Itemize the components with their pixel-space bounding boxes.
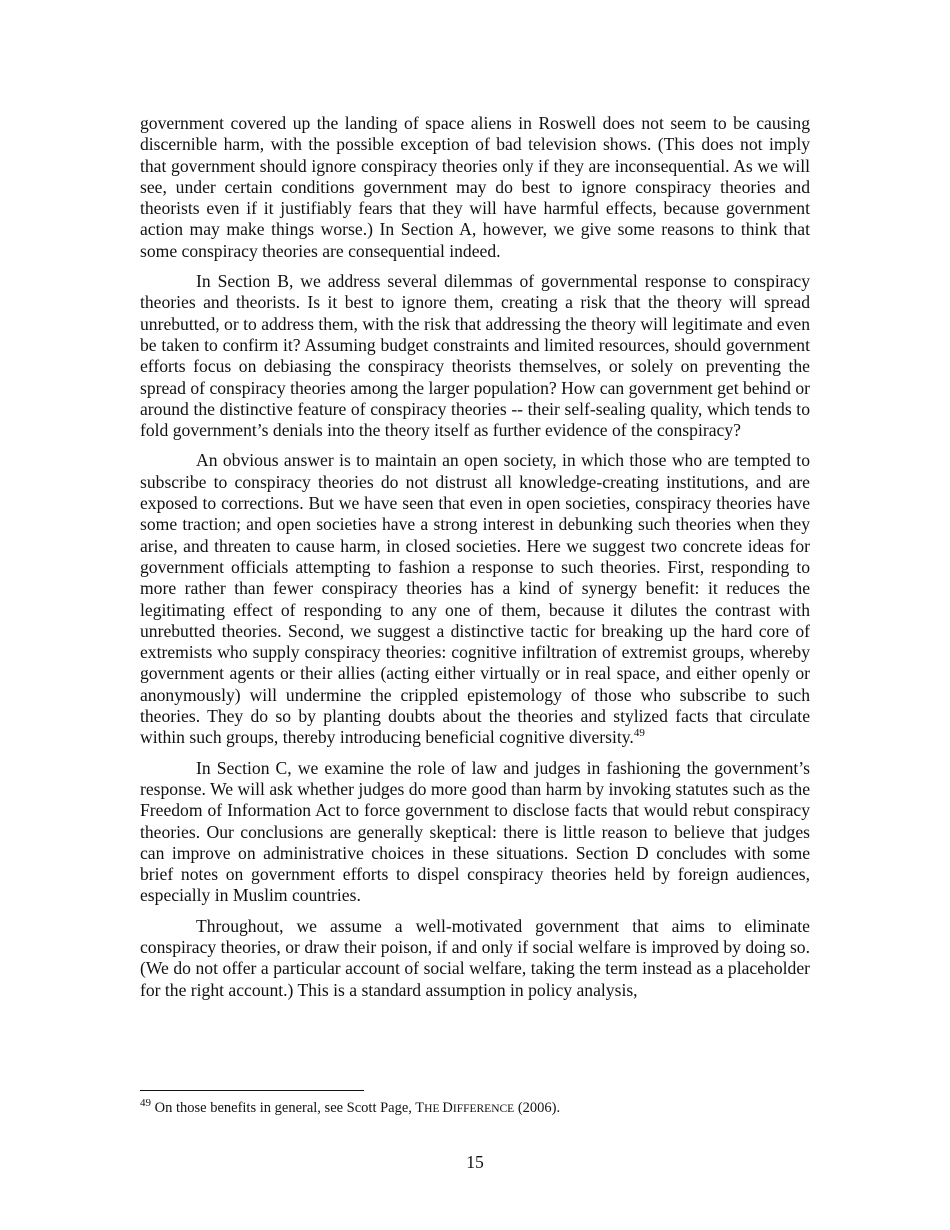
paragraph: Throughout, we assume a well-motivated government that aims to eliminate conspiracy theories, or draw their poison, if and only if social welfare is improved by doing so. (We do not offer a particular account of social welfare, taking the term instead as a placeholder for the right account.) This is a standard assumption in policy analysis, bbox=[140, 915, 810, 1000]
footnote-text: On those benefits in general, see Scott Page, bbox=[154, 1100, 416, 1116]
book-title-small: IFFERENCE bbox=[452, 1103, 515, 1115]
footnote bbox=[140, 1099, 810, 1118]
footnote-divider bbox=[140, 1090, 364, 1091]
book-title-cap: D bbox=[442, 1100, 453, 1116]
book-title-cap: T bbox=[415, 1100, 425, 1116]
body-text bbox=[140, 113, 810, 1010]
paragraph: An obvious answer is to maintain an open society, in which those who are tempted to subscribe to conspiracy theories do not distrust all knowledge-creating institutions, and are exposed to corrections. But we have seen that even in open societies, conspiracy theories have some traction; and open societies have a strong interest in debunking such theories when they arise, and threaten to cause harm, in closed societies. Here we suggest two concrete ideas for government officials attempting to fashion a response to such theories. First, responding to more rather than fewer conspiracy theories has a kind of synergy benefit: it reduces the legitimating effect of responding to any one of them, because it dilutes the contrast with unrebutted theories. Second, we suggest a distinctive tactic for breaking up the hard core of extremists who supply conspiracy theories: cognitive infiltration of extremist groups, whereby government agents or their allies (acting either virtually or in real space, and either openly or anonymously) will undermine the crippled epistemology of those who subscribe to such theories. They do so by planting doubts about the theories and stylized facts that circulate within such groups, thereby introducing beneficial cognitive diversity.$^{49}$ bbox=[140, 450, 810, 748]
paragraph: In Section C, we examine the role of law and judges in fashioning the government’s response. We will ask whether judges do more good than harm by invoking statutes such as the Freedom of Information Act to force government to disclose facts that would rebut conspiracy theories. Our conclusions are generally skeptical: there is little reason to believe that judges can improve on administrative choices in these situations. Section D concludes with some brief notes on government efforts to dispel conspiracy theories held by foreign audiences, especially in Muslim countries. bbox=[140, 757, 810, 906]
paragraph: government covered up the landing of space aliens in Roswell does not seem to be causing discernible harm, with the possible exception of bad television shows. (This does not imply that government should ignore conspiracy theories only if they are inconsequential. As we will see, under certain conditions government may do best to ignore conspiracy theories and theorists even if it justifiably fears that they will have harmful effects, because government action may make things worse.) In Section A, however, we give some reasons to think that some conspiracy theories are consequential indeed. bbox=[140, 113, 810, 261]
footnote-reference[interactable]: 49 bbox=[633, 727, 645, 740]
paragraph: In Section B, we address several dilemmas of governmental response to conspiracy theories and theorists. Is it best to ignore them, creating a risk that the theory will spread unrebutted, or to address them, with the risk that addressing the theory will legitimate and even be taken to confirm it? Assuming budget constraints and limited resources, should government efforts focus on debiasing the conspiracy theorists themselves, or solely on preventing the spread of conspiracy theories among the larger population? How can government get behind or around the distinctive feature of conspiracy theories -- their self-sealing quality, which tends to fold government’s denials into the theory itself as further evidence of the conspiracy? bbox=[140, 271, 810, 441]
book-title-small: HE bbox=[424, 1103, 443, 1115]
footnote-number: 49 bbox=[140, 1097, 151, 1110]
page-number: 15 bbox=[466, 1152, 484, 1172]
footnote-year: (2006). bbox=[514, 1100, 561, 1116]
